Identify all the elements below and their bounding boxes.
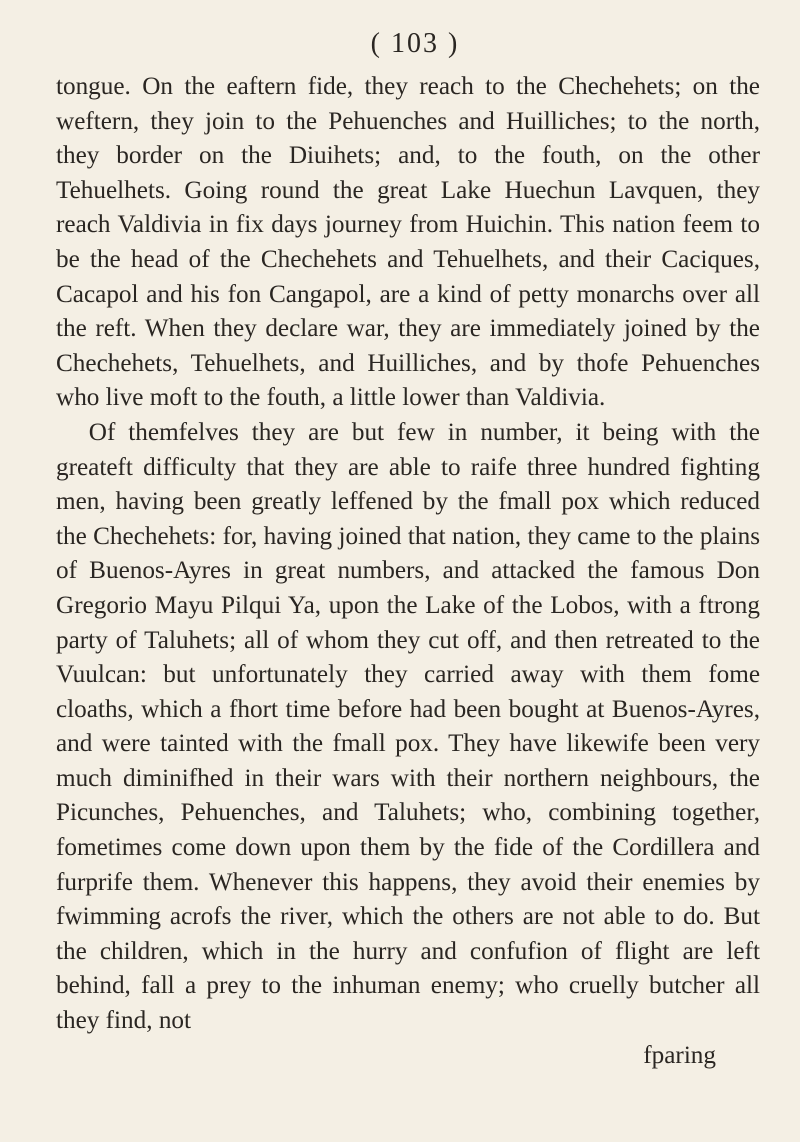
paragraph-1: tongue. On the eaftern fide, they reach to the Chechehets; on the weftern, they join to the Pehuenches and Huilliches; to the north, they border on the Diuihets; and, to the fouth, on the other Tehuelhets. Going round the great Lake Huechun Lavquen, they reach Valdivia in fix days journey from Huichin. This nation feem to be the head of the Chechehets and Tehuelhets, and their Caciques, Cacapol and his fon Cangapol, are a kind of petty monarchs over all the reft. When they declare war, they are immediately joined by the Chechehets, Tehuelhets, and Huilliches, and by thofe Pehuenches who live moft to the fouth, a little lower than Valdivia. — [56, 73, 760, 412]
catchword: fparing — [643, 1041, 716, 1069]
page-body — [56, 70, 760, 1039]
paragraph-2: Of themfelves they are but few in number, it being with the greateft difficulty that they are able to raife three hundred fighting men, having been greatly leffened by the fmall pox which reduced the Chechehets: for, having joined that nation, they came to the plains of Buenos-Ayres in great numbers, and attacked the famous Don Gregorio Mayu Pilqui Ya, upon the Lake of the Lobos, with a ftrong party of Taluhets; all of whom they cut off, and then retreated to the Vuulcan: but unfortunately they carried away with them fome cloaths, which a fhort time before had been bought at Buenos-Ayres, and were tainted with the fmall pox. They have likewife been very much diminifhed in their wars with their northern neighbours, the Picunches, Pehuenches, and Taluhets; who, combining together, fometimes come down upon them by the fide of the Cordillera and furprife them. Whenever this happens, they avoid their enemies by fwimming acrofs the river, which the others are not able to do. But the children, which in the hurry and confufion of flight are left behind, fall a prey to the inhuman enemy; who cruelly butcher all they find, not — [56, 418, 760, 1035]
page-number: ( 103 ) — [370, 28, 460, 59]
